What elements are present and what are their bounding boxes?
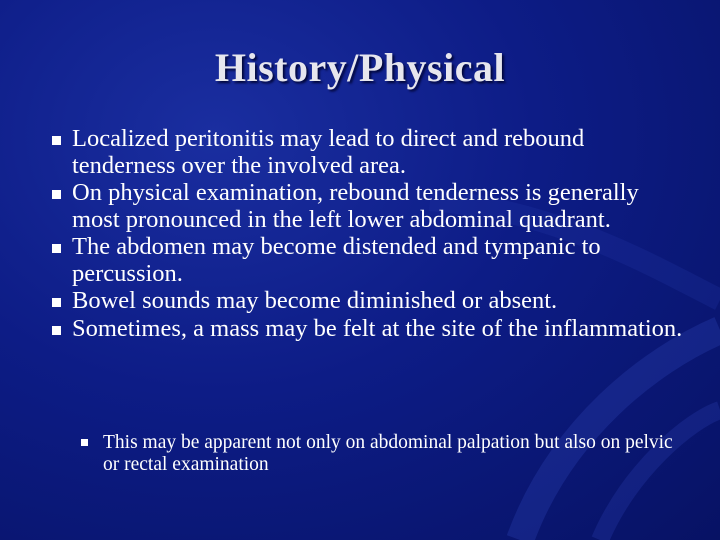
- sub-bullet-item: [81, 432, 681, 476]
- bullet-item: [52, 180, 692, 233]
- square-bullet-icon: [52, 298, 61, 307]
- bullet-item: [52, 234, 692, 287]
- square-bullet-icon: [81, 439, 88, 446]
- square-bullet-icon: [52, 190, 61, 199]
- sub-bullet-list: [81, 432, 681, 477]
- bullet-list: [52, 126, 692, 343]
- bullet-text: On physical examination, rebound tenderness is generally most pronounced in the left lower abdominal quadrant.: [72, 179, 639, 233]
- square-bullet-icon: [52, 136, 61, 145]
- bullet-text: Localized peritonitis may lead to direct and rebound tenderness over the involved area.: [72, 125, 585, 179]
- square-bullet-icon: [52, 326, 61, 335]
- bullet-text: Sometimes, a mass may be felt at the site of the inflammation.: [72, 314, 683, 342]
- bullet-item: [52, 288, 692, 315]
- bullet-item: [52, 316, 692, 343]
- sub-bullet-text: This may be apparent not only on abdominal palpation but also on pelvic or rectal examination: [103, 432, 673, 475]
- slide-title: History/Physical: [214, 45, 506, 90]
- bullet-item: [52, 126, 692, 179]
- square-bullet-icon: [52, 244, 61, 253]
- bullet-text: Bowel sounds may become diminished or absent.: [72, 287, 558, 314]
- bullet-text: The abdomen may become distended and tympanic to percussion.: [72, 233, 601, 287]
